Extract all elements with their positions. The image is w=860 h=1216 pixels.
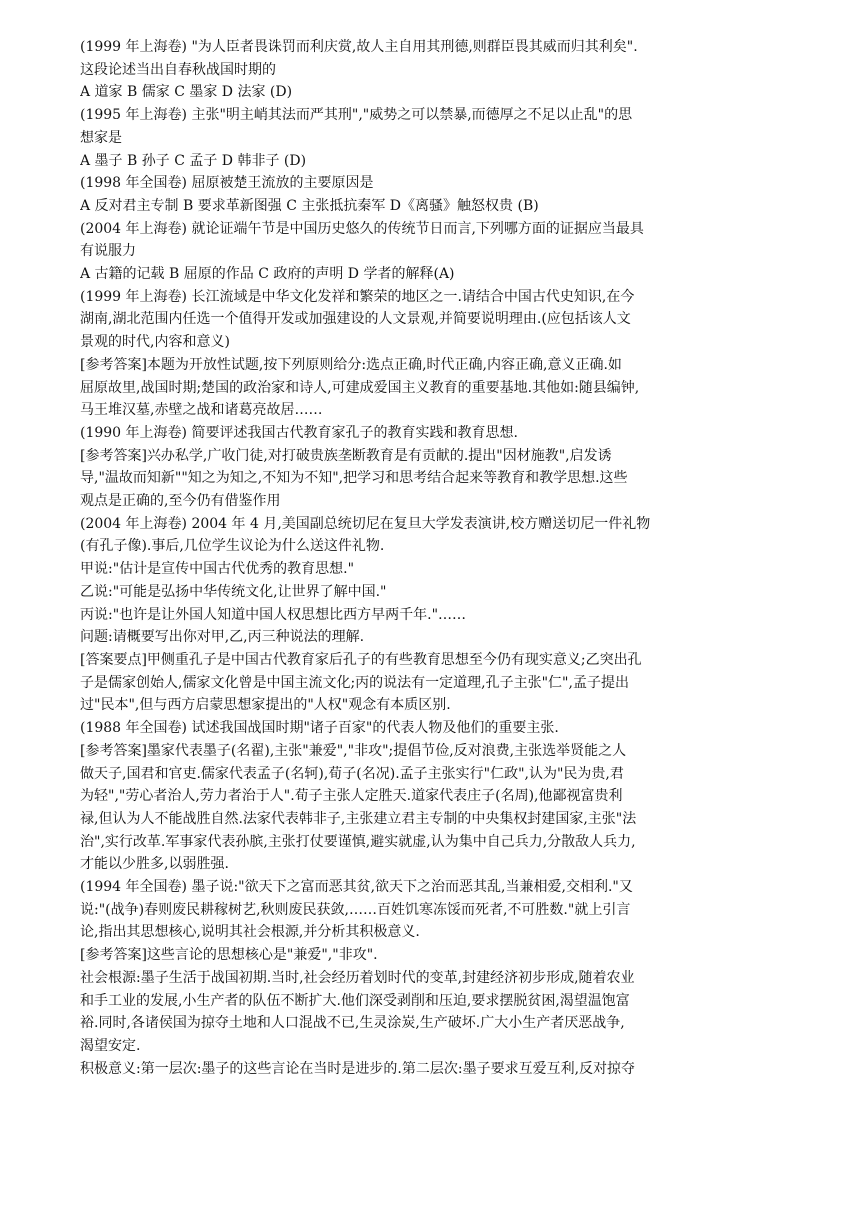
- document-line: 为轻","劳心者治人,劳力者治于人".荀子主张人定胜天.道家代表庄子(名周),他鄙视富贵利: [80, 788, 623, 805]
- document-line: 导,"温故而知新""知之为知之,不知为不知",把学习和思考结合起来等教育和教学思想.这些: [80, 470, 628, 487]
- document-line: 马王堆汉墓,赤壁之战和诸葛亮故居……: [80, 402, 323, 419]
- document-line: 才能以少胜多,以弱胜强.: [80, 856, 229, 873]
- document-line: 屈原故里,战国时期;楚国的政治家和诗人,可建成爱国主义教育的重要基地.其他如:随县编钟,: [80, 379, 640, 396]
- document-line: (1990 年上海卷) 简要评述我国古代教育家孔子的教育实践和教育思想.: [80, 424, 518, 441]
- document-line: A 墨子 B 孙子 C 孟子 D 韩非子 (D): [80, 152, 307, 169]
- document-line: 观点是正确的,至今仍有借鉴作用: [80, 493, 281, 510]
- document-line: (1998 年全国卷) 屈原被楚王流放的主要原因是: [80, 175, 374, 192]
- document-line: A 道家 B 儒家 C 墨家 D 法家 (D): [80, 84, 293, 101]
- document-line: 治",实行改革.军事家代表孙膑,主张打仗要谨慎,避实就虚,认为集中自己兵力,分散敌人兵力,: [80, 833, 636, 850]
- document-line: A 反对君主专制 B 要求革新图强 C 主张抵抗秦军 D《离骚》触怒权贵 (B): [80, 197, 539, 214]
- document-line: 论,指出其思想核心,说明其社会根源,并分析其积极意义.: [80, 924, 420, 941]
- document-line: 想家是: [80, 129, 122, 146]
- document-line: [答案要点]甲侧重孔子是中国古代教育家后孔子的有些教育思想至今仍有现实意义;乙突出孔: [80, 651, 642, 668]
- document-line: (2004 年上海卷) 就论证端午节是中国历史悠久的传统节日而言,下列哪方面的证据应当最具: [80, 220, 644, 237]
- document-line: [参考答案]这些言论的思想核心是"兼爱","非攻".: [80, 947, 378, 964]
- document-line: 说:"(战争)春则废民耕稼树艺,秋则废民获敛,……百姓饥寒冻馁而死者,不可胜数."就上引言: [80, 901, 631, 918]
- document-line: 有说服力: [80, 243, 136, 260]
- document-line: 景观的时代,内容和意义): [80, 334, 230, 351]
- document-line: [参考答案]兴办私学,广收门徒,对打破贵族垄断教育是有贡献的.提出"因材施教",启发诱: [80, 447, 612, 464]
- document-line: [参考答案]本题为开放性试题,按下列原则给分:选点正确,时代正确,内容正确,意义正确.如: [80, 356, 622, 373]
- document-line: 湖南,湖北范围内任选一个值得开发或加强建设的人文景观,并简要说明理由.(应包括该人文: [80, 311, 631, 328]
- document-line: 做天子,国君和官吏.儒家代表孟子(名轲),荀子(名况).孟子主张实行"仁政",认为"民为贵,君: [80, 765, 624, 782]
- document-line: 甲说:"估计是宣传中国古代优秀的教育思想.": [80, 561, 355, 578]
- document-line: 禄,但认为人不能战胜自然.法家代表韩非子,主张建立君主专制的中央集权封建国家,主张"法: [80, 810, 637, 827]
- document-line: (1994 年全国卷) 墨子说:"欲天下之富而恶其贫,欲天下之治而恶其乱,当兼相爱,交相利."又: [80, 879, 633, 896]
- document-line: 问题:请概要写出你对甲,乙,丙三种说法的理解.: [80, 629, 365, 646]
- document-line: 乙说:"可能是弘扬中华传统文化,让世界了解中国.": [80, 583, 387, 600]
- document-line: 社会根源:墨子生活于战国初期.当时,社会经历着划时代的变革,封建经济初步形成,随着农业: [80, 969, 635, 986]
- document-line: (2004 年上海卷) 2004 年 4 月,美国副总统切尼在复旦大学发表演讲,校方赠送切尼一件礼物: [80, 515, 651, 532]
- document-line: 裕.同时,各诸侯国为掠夺土地和人口混战不已,生灵涂炭,生产破坏.广大小生产者厌恶战争,: [80, 1015, 625, 1032]
- document-line: 过"民本",但与西方启蒙思想家提出的"人权"观念有本质区别.: [80, 697, 451, 714]
- document-line: (1999 年上海卷) "为人臣者畏诛罚而利庆赏,故人主自用其刑德,则群臣畏其威而归其利矣".: [80, 39, 638, 55]
- document-line: 丙说:"也许是让外国人知道中国人权思想比西方早两千年."……: [80, 606, 467, 623]
- document-line: 和手工业的发展,小生产者的队伍不断扩大.他们深受剥削和压迫,要求摆脱贫困,渴望温饱富: [80, 992, 630, 1009]
- document-line: (1995 年上海卷) 主张"明主峭其法而严其刑","威势之可以禁暴,而德厚之不足以止乱"的思: [80, 107, 633, 124]
- document-line: (1988 年全国卷) 试述我国战国时期"诸子百家"的代表人物及他们的重要主张.: [80, 720, 559, 737]
- document-body: [80, 36, 790, 1080]
- document-line: (1999 年上海卷) 长江流域是中华文化发祥和繁荣的地区之一.请结合中国古代史知识,在今: [80, 288, 635, 305]
- document-line: 渴望安定.: [80, 1037, 141, 1054]
- document-line: 这段论述当出自春秋战国时期的: [80, 61, 276, 78]
- document-line: (有孔子像).事后,几位学生议论为什么送这件礼物.: [80, 538, 385, 555]
- document-line: [参考答案]墨家代表墨子(名翟),主张"兼爱","非攻";提倡节俭,反对浪费,主张选举贤能之人: [80, 742, 627, 759]
- document-line: 子是儒家创始人,儒家文化曾是中国主流文化;丙的说法有一定道理,孔子主张"仁",孟子提出: [80, 674, 629, 691]
- document-line: 积极意义:第一层次:墨子的这些言论在当时是进步的.第二层次:墨子要求互爱互利,反对掠夺: [80, 1060, 636, 1077]
- document-line: A 古籍的记载 B 屈原的作品 C 政府的声明 D 学者的解释(A): [80, 266, 455, 283]
